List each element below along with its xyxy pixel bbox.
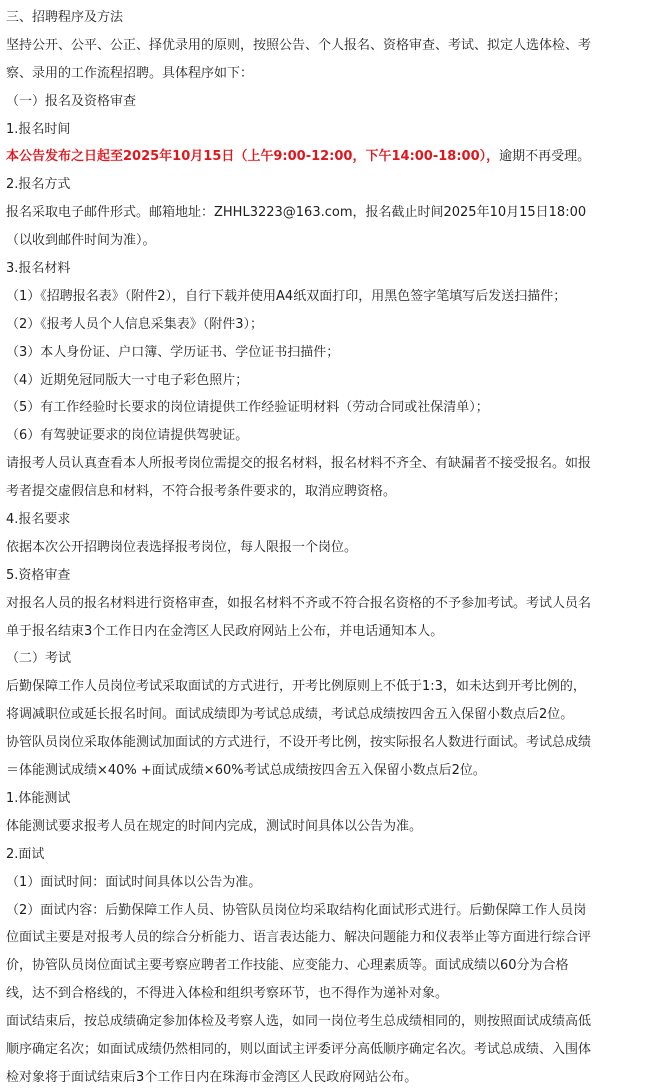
paragraph-line: 请报考人员认真查看本人所报考岗位需提交的报名材料，报名材料不齐全、有缺漏者不接受报名。如报 [6, 456, 592, 472]
paragraph-line: 报名采取电子邮件形式。邮箱地址：ZHHL3223@163.com，报名截止时间2025年10月15日18:00 [6, 205, 587, 221]
item-heading: 4.报名要求 [6, 512, 71, 528]
paragraph-line: 体能测试要求报考人员在规定的时间内完成，测试时间具体以公告为准。 [6, 818, 423, 834]
paragraph-line: 顺序确定名次；如面试成绩仍然相同的，则以面试主评委评分高低顺序确定名次。考试总成绩、入围体 [6, 1041, 592, 1057]
list-item: （6）有驾驶证要求的岗位请提供驾驶证。 [6, 428, 249, 444]
list-item: （4）近期免冠同版大一寸电子彩色照片； [6, 372, 249, 388]
paragraph-line: ＝体能测试成绩×40% +面试成绩×60%考试总成绩按四舍五入保留小数点后2位。 [6, 763, 486, 779]
paragraph-line: 后勤保障工作人员岗位考试采取面试的方式进行，开考比例原则上不低于1:3，如未达到开考比例的， [6, 679, 586, 695]
subsection-heading: （一）报名及资格审查 [6, 93, 137, 109]
paragraph-line: 考者提交虚假信息和材料，不符合报考条件要求的，取消应聘资格。 [6, 484, 397, 500]
highlighted-deadline-text: 本公告发布之日起至2025年10月15日（上午9:00-12:00，下午14:00-18:00）， [6, 149, 500, 165]
paragraph-line: 坚持公开、公平、公正、择优录用的原则，按照公告、个人报名、资格审查、考试、拟定人选体检、考 [6, 37, 592, 53]
paragraph-line: 对报名人员的报名材料进行资格审查，如报名材料不齐或不符合报名资格的不予参加考试。考试人员名 [6, 595, 592, 611]
list-item: （1）面试时间：面试时间具体以公告为准。 [6, 874, 262, 890]
list-item: （3）本人身份证、户口簿、学历证书、学位证书扫描件； [6, 344, 340, 360]
list-item: （1）《招聘报名表》（附件2），自行下载并使用A4纸双面打印，用黑色签字笔填写后发送扫描件； [6, 288, 567, 304]
paragraph-line: （以收到邮件时间为准）。 [6, 233, 156, 249]
paragraph-line: 面试结束后，按总成绩确定参加体检及考察人选，如同一岗位考生总成绩相同的，则按照面试成绩高低 [6, 1014, 592, 1030]
paragraph-line: 将调减职位或延长报名时间。面试成绩即为考试总成绩，考试总成绩按四舍五入保留小数点后2位。 [6, 707, 574, 723]
paragraph-line: 察、录用的工作流程招聘。具体程序如下： [6, 65, 254, 81]
item-heading: 2.报名方式 [6, 177, 71, 193]
paragraph-line: 依据本次公开招聘岗位表选择报考岗位，每人限报一个岗位。 [6, 539, 358, 555]
list-item: （2）面试内容：后勤保障工作人员、协管队员岗位均采取结构化面试形式进行。后勤保障工作人员岗 [6, 902, 587, 918]
list-item: （2）《报考人员个人信息采集表》（附件3）； [6, 316, 264, 332]
paragraph-line: 单于报名结束3个工作日内在金湾区人民政府网站上公布，并电话通知本人。 [6, 623, 444, 639]
paragraph-line: 价，协管队员岗位面试主要考察应聘者工作技能、应变能力、心理素质等。面试成绩以60分为合格 [6, 958, 569, 974]
paragraph-line: 位面试主要是对报考人员的综合分析能力、语言表达能力、解决问题能力和仪表举止等方面进行综合评 [6, 930, 592, 946]
item-heading: 3.报名材料 [6, 261, 71, 277]
highlighted-deadline-line [6, 143, 665, 171]
paragraph-line: 检对象将于面试结束后3个工作日内在珠海市金湾区人民政府网站公布。 [6, 1069, 418, 1085]
paragraph-line: 协管队员岗位采取体能测试加面试的方式进行，不设开考比例，按实际报名人数进行面试。考试总成绩 [6, 735, 592, 751]
item-heading: 1.报名时间 [6, 121, 71, 137]
item-heading: 5.资格审查 [6, 567, 71, 583]
subsection-heading: （二）考试 [6, 651, 72, 667]
item-heading: 1.体能测试 [6, 790, 71, 806]
item-heading: 2.面试 [6, 846, 45, 862]
paragraph-line: 线，达不到合格线的，不得进入体检和组织考察环节，也不得作为递补对象。 [6, 986, 449, 1002]
deadline-suffix-text: 逾期不再受理。 [499, 149, 591, 165]
section-heading: 三、招聘程序及方法 [6, 10, 124, 25]
list-item: （5）有工作经验时长要求的岗位请提供工作经验证明材料（劳动合同或社保清单）； [6, 400, 489, 416]
